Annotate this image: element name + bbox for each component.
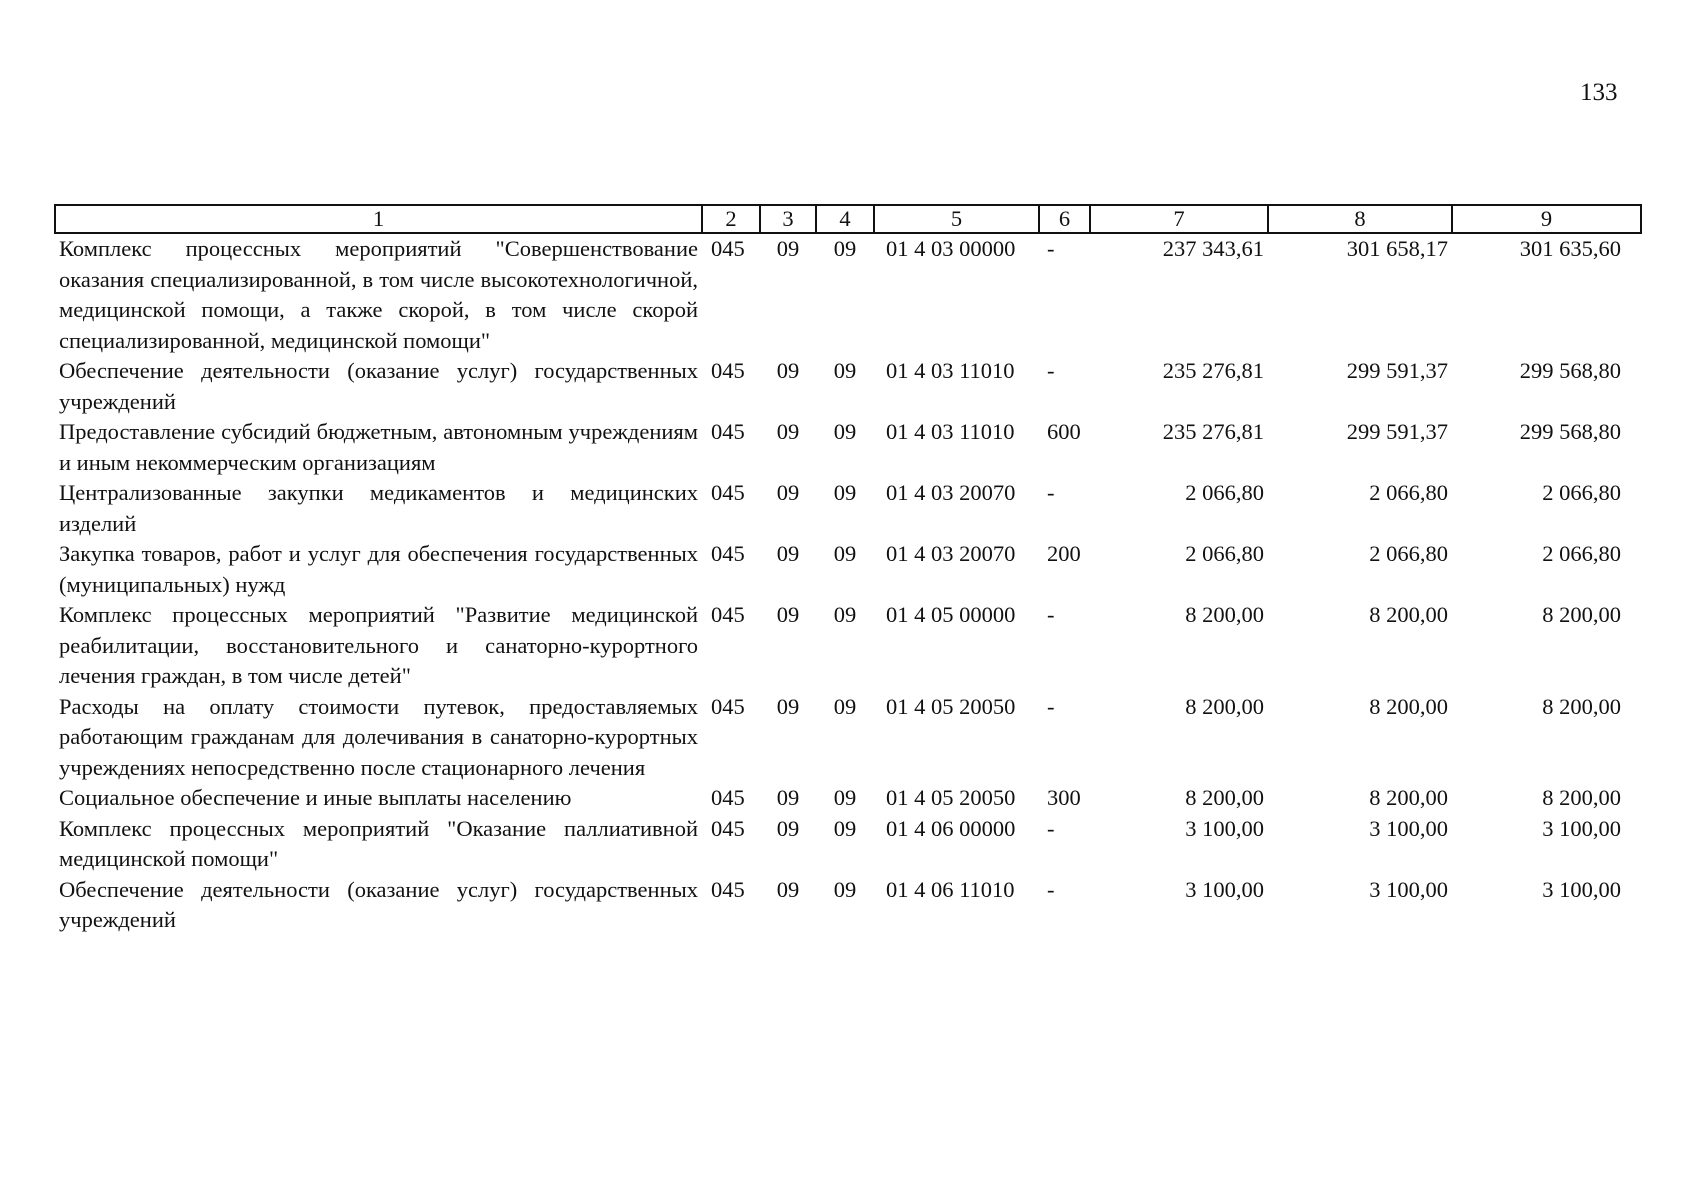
row-section: 09 [776, 693, 800, 719]
table-row [55, 783, 1641, 814]
row-target-article: 01 4 03 20070 [886, 541, 1016, 566]
row-section: 09 [776, 541, 800, 566]
row-target-article: 01 4 03 11010 [886, 358, 1015, 383]
row-section: 09 [776, 815, 800, 841]
row-subsection: 09 [833, 236, 857, 261]
header-col-6: 6 [1039, 205, 1090, 233]
row-grbs: 045 [711, 480, 745, 505]
page-number: 133 [1580, 79, 1618, 106]
table-row [55, 356, 1641, 417]
row-target-article: 01 4 05 20050 [886, 785, 1016, 810]
row-grbs: 045 [711, 358, 745, 383]
row-sum-3: 2 066,80 [1542, 480, 1621, 505]
header-col-3: 3 [760, 205, 816, 233]
row-section: 09 [776, 480, 800, 505]
row-sum-1: 8 200,00 [1185, 602, 1264, 627]
row-name: Комплекс процессных мероприятий "Развитие медицинской реабилитации, восстановительного и санаторно-курортного лечения граждан, в том числе детей" [59, 602, 698, 688]
row-sum-2: 3 100,00 [1369, 876, 1448, 902]
row-target-article: 01 4 03 20070 [886, 480, 1016, 505]
row-sum-2: 301 658,17 [1346, 236, 1448, 261]
table-row [55, 478, 1641, 539]
row-sum-3: 8 200,00 [1542, 602, 1621, 627]
row-sum-3: 3 100,00 [1542, 815, 1621, 841]
row-name: Централизованные закупки медикаментов и медицинских изделий [59, 480, 698, 536]
row-subsection: 09 [833, 876, 857, 902]
row-sum-2: 299 591,37 [1346, 419, 1448, 444]
table-row [55, 600, 1641, 692]
row-grbs: 045 [711, 602, 745, 627]
row-sum-1: 2 066,80 [1185, 541, 1264, 566]
row-name: Обеспечение деятельности (оказание услуг) государственных учреждений [59, 358, 698, 414]
row-expense-type: - [1047, 815, 1055, 841]
row-expense-type: - [1047, 236, 1055, 261]
row-grbs: 045 [711, 419, 745, 444]
row-grbs: 045 [711, 785, 745, 810]
row-target-article: 01 4 03 00000 [886, 236, 1016, 261]
row-sum-1: 3 100,00 [1185, 876, 1264, 902]
row-expense-type: 600 [1047, 419, 1081, 444]
row-section: 09 [776, 785, 800, 810]
row-subsection: 09 [833, 693, 857, 719]
row-section: 09 [776, 876, 800, 902]
row-section: 09 [776, 358, 800, 383]
header-col-9: 9 [1452, 205, 1641, 233]
header-col-2: 2 [702, 205, 760, 233]
budget-table [54, 204, 1642, 936]
row-sum-2: 2 066,80 [1369, 541, 1448, 566]
row-expense-type: - [1047, 358, 1055, 383]
row-subsection: 09 [833, 358, 857, 383]
row-grbs: 045 [711, 236, 745, 261]
row-grbs: 045 [711, 693, 745, 719]
row-sum-3: 2 066,80 [1542, 541, 1621, 566]
table-header [55, 205, 1641, 233]
row-sum-1: 237 343,61 [1162, 236, 1264, 261]
row-expense-type: - [1047, 480, 1055, 505]
row-sum-3: 299 568,80 [1519, 419, 1621, 444]
row-grbs: 045 [711, 815, 745, 841]
row-subsection: 09 [833, 480, 857, 505]
row-name: Расходы на оплату стоимости путевок, предоставляемых работающим гражданам для долечивания в санаторно-курортных учреждениях непосредственно после стационарного лечения [59, 693, 698, 780]
row-name: Социальное обеспечение и иные выплаты населению [59, 785, 572, 810]
row-subsection: 09 [833, 815, 857, 841]
row-expense-type: - [1047, 693, 1055, 719]
header-col-5: 5 [874, 205, 1039, 233]
row-sum-2: 8 200,00 [1369, 693, 1448, 719]
table-row [55, 814, 1641, 875]
table-body [55, 233, 1641, 936]
row-name: Закупка товаров, работ и услуг для обеспечения государственных (муниципальных) нужд [59, 541, 698, 597]
row-sum-1: 8 200,00 [1185, 785, 1264, 810]
row-name: Предоставление субсидий бюджетным, автономным учреждениям и иным некоммерческим организациям [59, 419, 698, 475]
row-sum-1: 8 200,00 [1185, 693, 1264, 719]
row-sum-1: 3 100,00 [1185, 815, 1264, 841]
row-name: Комплекс процессных мероприятий "Совершенствование оказания специализированной, в том числе высокотехнологичной, медицинской помощи, а также скорой, в том числе скорой специализированной, медицинской помощи" [59, 236, 698, 353]
row-target-article: 01 4 05 20050 [886, 693, 1016, 719]
row-target-article: 01 4 03 11010 [886, 419, 1015, 444]
table-row [55, 417, 1641, 478]
row-name: Обеспечение деятельности (оказание услуг) государственных учреждений [59, 876, 698, 932]
row-expense-type: - [1047, 602, 1055, 627]
row-sum-3: 3 100,00 [1542, 876, 1621, 902]
row-sum-2: 2 066,80 [1369, 480, 1448, 505]
row-expense-type: 300 [1047, 785, 1081, 810]
header-row [55, 205, 1641, 233]
row-sum-1: 2 066,80 [1185, 480, 1264, 505]
row-sum-3: 299 568,80 [1519, 358, 1621, 383]
row-sum-3: 8 200,00 [1542, 693, 1621, 719]
row-sum-2: 299 591,37 [1346, 358, 1448, 383]
row-section: 09 [776, 419, 800, 444]
row-expense-type: - [1047, 876, 1055, 902]
table-row [55, 692, 1641, 784]
row-section: 09 [776, 602, 800, 627]
row-expense-type: 200 [1047, 541, 1081, 566]
header-col-1: 1 [55, 205, 702, 233]
table-row [55, 539, 1641, 600]
row-section: 09 [776, 236, 800, 261]
table-row [55, 233, 1641, 356]
header-col-7: 7 [1090, 205, 1268, 233]
header-col-4: 4 [816, 205, 874, 233]
row-sum-2: 3 100,00 [1369, 815, 1448, 841]
row-subsection: 09 [833, 602, 857, 627]
row-sum-1: 235 276,81 [1162, 358, 1264, 383]
row-target-article: 01 4 06 11010 [886, 876, 1015, 902]
row-sum-3: 8 200,00 [1542, 785, 1621, 810]
row-sum-3: 301 635,60 [1519, 236, 1621, 261]
row-grbs: 045 [711, 541, 745, 566]
row-name: Комплекс процессных мероприятий "Оказание паллиативной медицинской помощи" [59, 815, 698, 871]
table-row [55, 875, 1641, 936]
row-sum-2: 8 200,00 [1369, 785, 1448, 810]
row-target-article: 01 4 06 00000 [886, 815, 1016, 841]
row-sum-2: 8 200,00 [1369, 602, 1448, 627]
header-col-8: 8 [1268, 205, 1452, 233]
row-subsection: 09 [833, 785, 857, 810]
row-grbs: 045 [711, 876, 745, 902]
row-subsection: 09 [833, 541, 857, 566]
row-target-article: 01 4 05 00000 [886, 602, 1016, 627]
row-sum-1: 235 276,81 [1162, 419, 1264, 444]
row-subsection: 09 [833, 419, 857, 444]
